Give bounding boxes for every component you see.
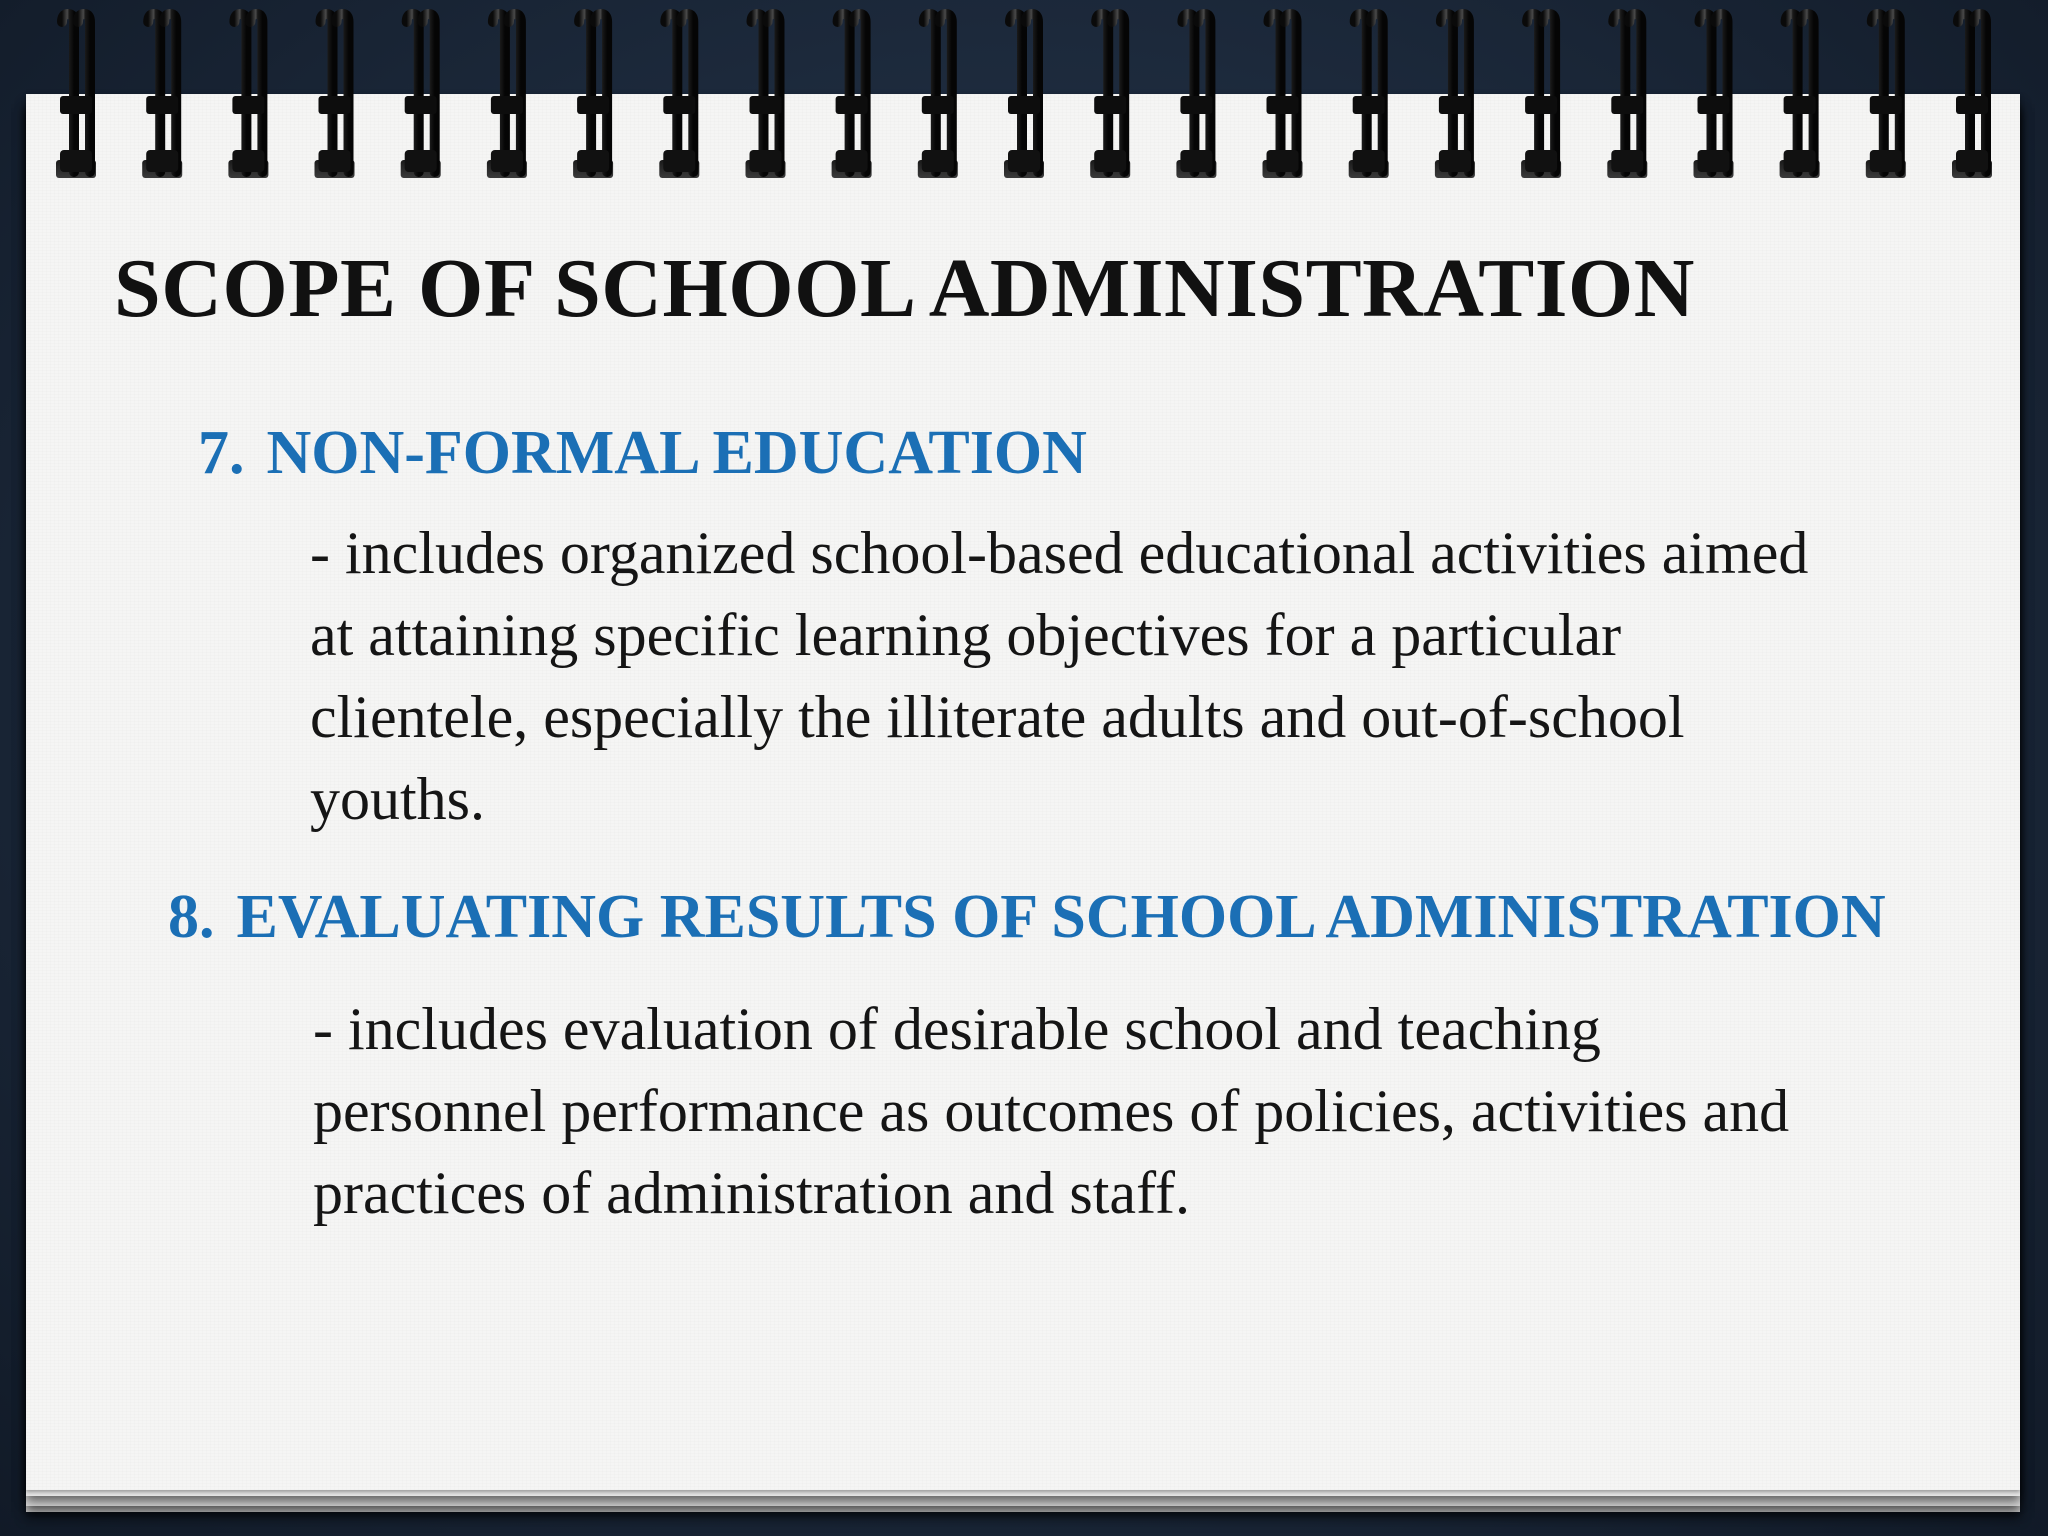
spiral-coil [1004,14,1044,178]
spiral-coil [1521,14,1561,178]
section-heading-text: NON-FORMAL EDUCATION [266,419,1087,487]
spiral-coil [228,14,268,178]
spiral-coil [56,14,96,178]
section-number: 8. [168,883,215,951]
spiral-coil [573,14,613,178]
spiral-coil [659,14,699,178]
spiral-coil [1866,14,1906,178]
spiral-coil [1435,14,1475,178]
spiral-coil [1263,14,1303,178]
spiral-coil [832,14,872,178]
spiral-coil [487,14,527,178]
section-description-8: - includes evaluation of desirable school and teaching personnel performance as outcomes of policies, activities and practices of administration and staff. [313,996,1790,1226]
spiral-coil [315,14,355,178]
section-heading-text: EVALUATING RESULTS OF SCHOOL ADMINISTRATION [236,883,1886,951]
spiral-coil [1090,14,1130,178]
spiral-coil [142,14,182,178]
slide-title: SCOPE OF SCHOOL ADMINISTRATION [114,242,1695,335]
spiral-coil [1607,14,1647,178]
spiral-binding [0,0,2048,190]
section-description-7: - includes organized school-based educational activities aimed at attaining specific learning objectives for a particular clientele, especially the illiterate adults and out-of-school youths. [310,520,1809,832]
spiral-coil [1952,14,1992,178]
spiral-coil [1176,14,1216,178]
spiral-coil [1694,14,1734,178]
spiral-coil [401,14,441,178]
spiral-coil [1349,14,1389,178]
section-heading-8 [168,882,1886,953]
section-heading-7 [198,418,1087,489]
spiral-coil [1780,14,1820,178]
spiral-coil [746,14,786,178]
spiral-coil [918,14,958,178]
section-number: 7. [198,419,245,487]
